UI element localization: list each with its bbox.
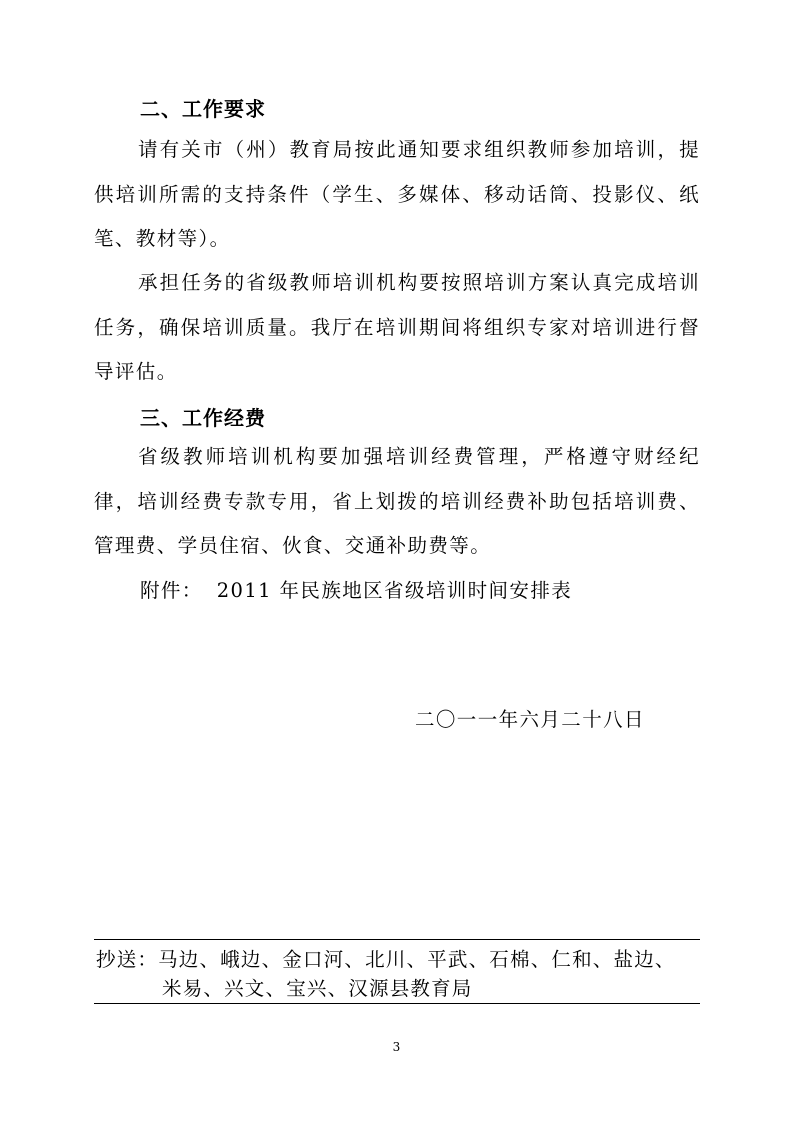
cc-bottom-rule [94,1003,700,1004]
cc-line-1: 抄送：马边、峨边、金口河、北川、平武、石棉、仁和、盐边、 [96,948,676,971]
cc-top-rule [94,939,700,940]
page-number: 3 [392,1040,401,1054]
funding-paragraph: 省级教师培训机构要加强培训经费管理，严格遵守财经纪律，培训经费专款专用，省上划拨的培训经费补助包括培训费、管理费、学员住宿、伙食、交通补助费等。 [94,445,700,557]
attachment-line [140,575,572,603]
requirements-paragraph-1: 请有关市（州）教育局按此通知要求组织教师参加培训，提供培训所需的支持条件（学生、多媒体、移动话筒、投影仪、纸笔、教材等）。 [94,138,700,250]
requirements-paragraph-2: 承担任务的省级教师培训机构要按照培训方案认真完成培训任务，确保培训质量。我厅在培训期间将组织专家对培训进行督导评估。 [94,271,700,383]
requirements-heading: 二、工作要求 [140,97,266,121]
cc-line-2: 米易、兴文、宝兴、汉源县教育局 [162,977,473,1000]
funding-heading: 三、工作经费 [140,406,266,430]
document-date: 二〇一一年六月二十八日 [415,708,645,731]
attachment-title: 2011 年民族地区省级培训时间安排表 [216,579,573,602]
attachment-label: 附件： [140,579,203,602]
